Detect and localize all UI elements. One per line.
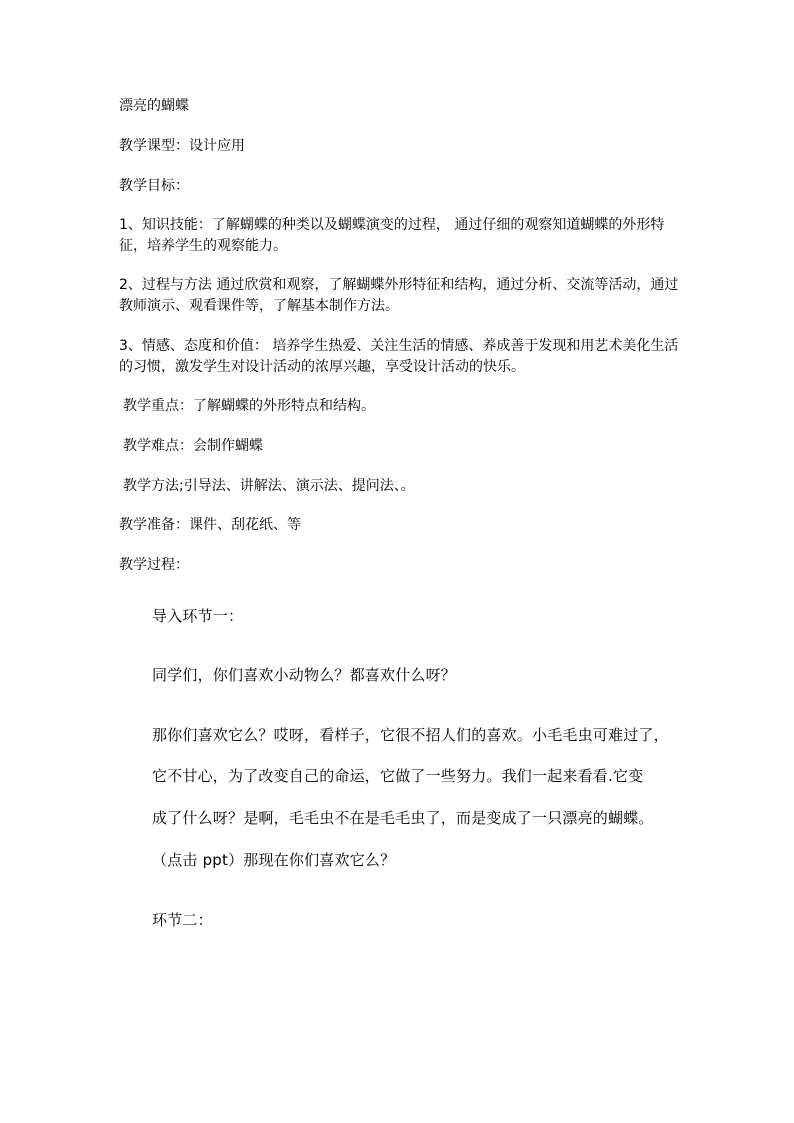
process-heading: 教学过程： (119, 557, 189, 573)
intro-heading: 导入环节一： (152, 607, 244, 625)
document-title: 漂亮的蝴蝶 (119, 98, 189, 114)
teaching-prep: 教学准备：课件、刮花纸、等 (119, 517, 301, 533)
course-type: 教学课型：设计应用 (119, 138, 245, 154)
key-point: 教学重点：了解蝴蝶的外形特点和结构。 (123, 398, 375, 414)
body-line-1: 同学们，你们喜欢小动物么？都喜欢什么呀？ (152, 666, 457, 684)
goal-emotion: 3、情感、态度和价值： 培养学生热爱、关注生活的情感、养成善于发现和用艺术美化生活的习惯，激发学生对设计活动的浓厚兴趣，享受设计活动的快乐。 (119, 338, 679, 375)
goals-heading: 教学目标： (119, 178, 189, 194)
difficulty: 教学难点：会制作蝴蝶 (123, 438, 263, 454)
body-line-5: （点击 ppt）那现在你们喜欢它么？ (152, 851, 396, 869)
body-line-3: 它不甘心，为了改变自己的命运，它做了一些努力。我们一起来看看.它变 (152, 767, 644, 785)
section-2-heading: 环节二： (152, 911, 213, 929)
body-line-2: 那你们喜欢它么？哎呀，看样子，它很不招人们的喜欢。小毛毛虫可难过了， (152, 726, 669, 744)
goal-knowledge: 1、知识技能：了解蝴蝶的种类以及蝴蝶演变的过程， 通过仔细的观察知道蝴蝶的外形特征，培养学生的观察能力。 (119, 217, 665, 254)
goal-process: 2、过程与方法 通过欣赏和观察，了解蝴蝶外形特征和结构，通过分析、交流等活动，通过教师演示、观看课件等，了解基本制作方法。 (119, 277, 679, 314)
body-line-4: 成了什么呀？是啊，毛毛虫不在是毛毛虫了，而是变成了一只漂亮的蝴蝶。 (152, 809, 654, 827)
teaching-methods: 教学方法;引导法、讲解法、演示法、提问法、。 (123, 478, 415, 494)
